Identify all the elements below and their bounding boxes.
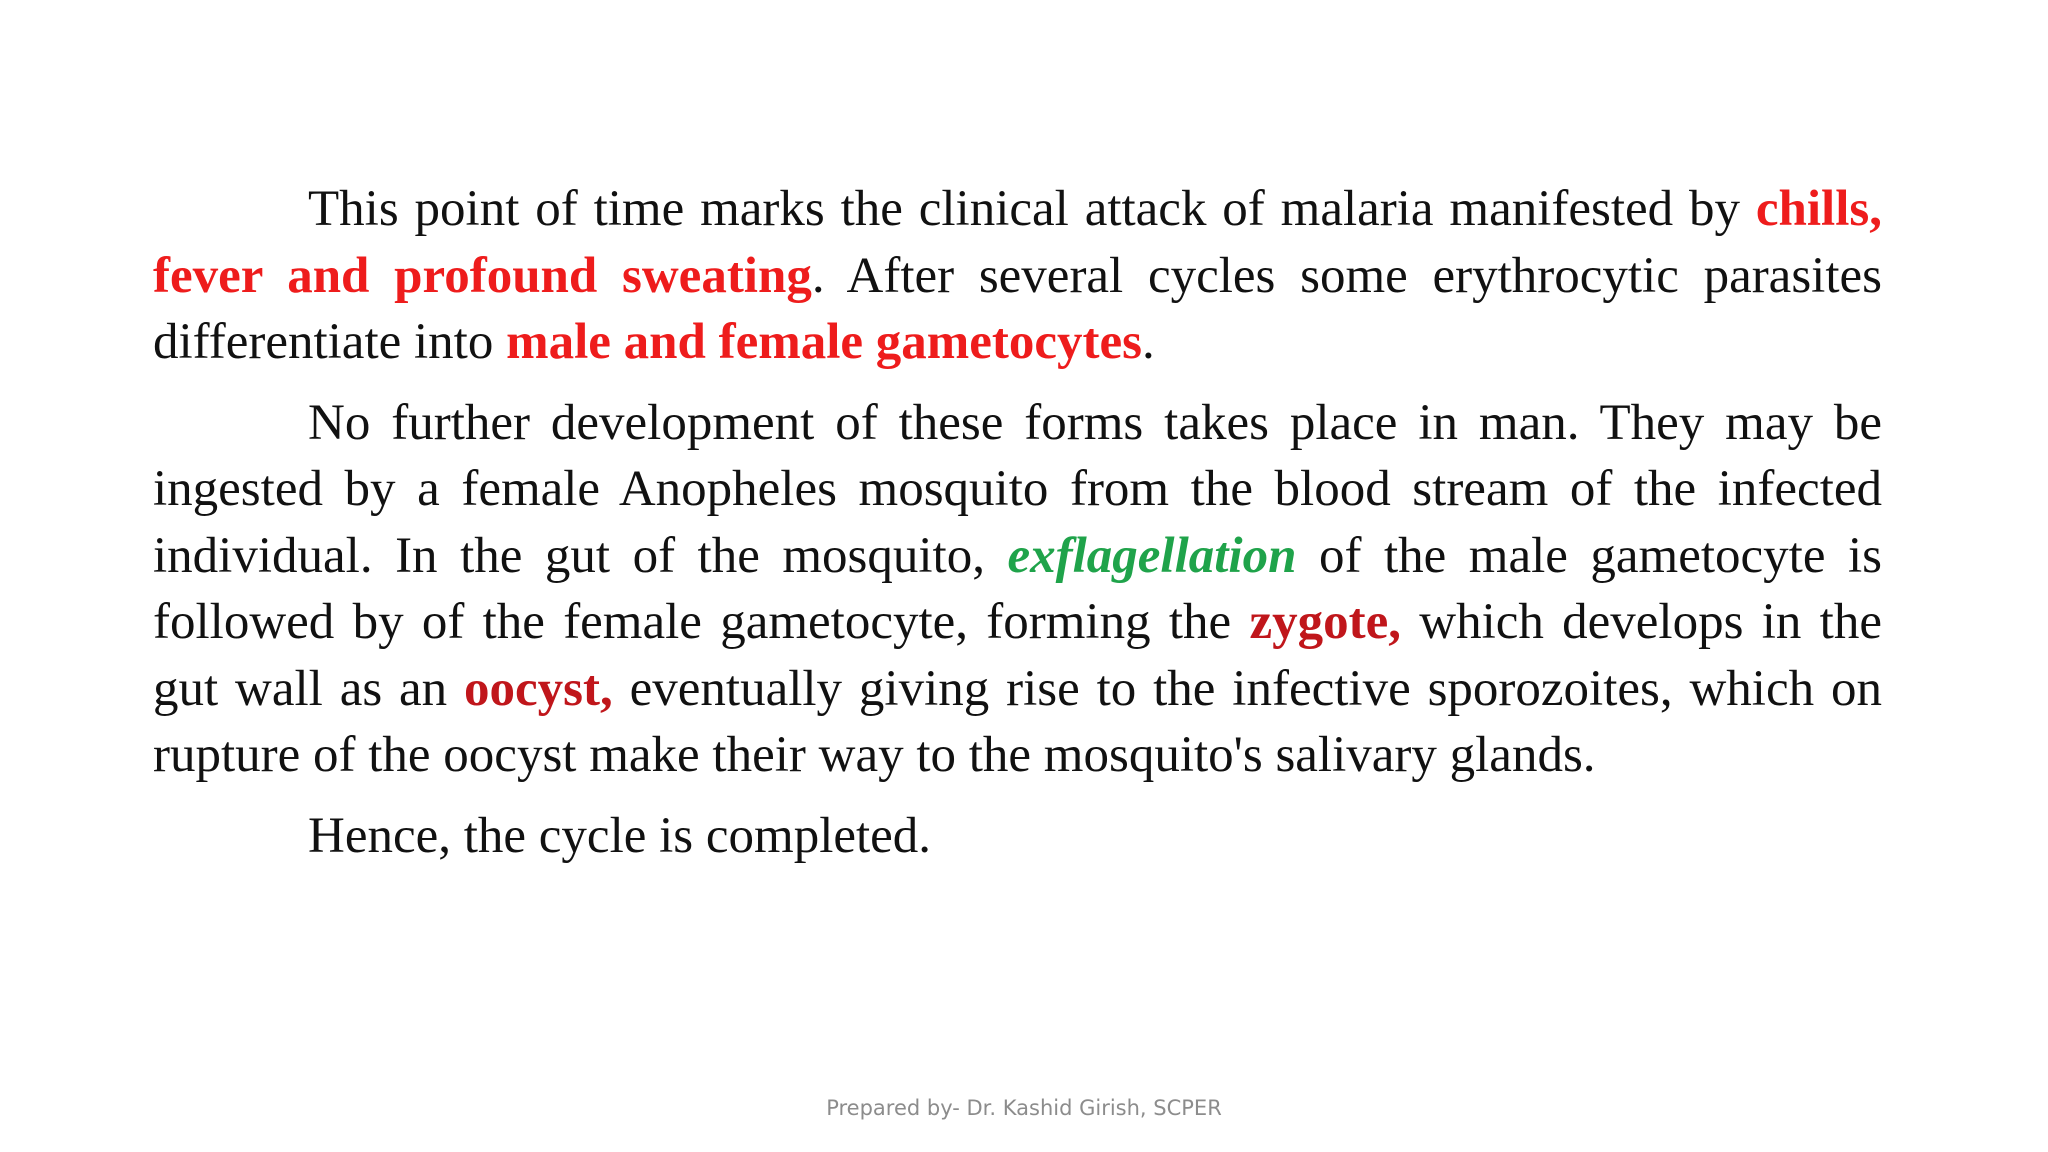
text-segment: .	[1141, 314, 1155, 370]
paragraph-cycle-completed	[153, 803, 1882, 870]
highlight-exflagellation: exflagellation	[1007, 527, 1297, 584]
paragraph-clinical-attack	[153, 176, 1882, 376]
footer-credit: Prepared by- Dr. Kashid Girish, SCPER	[826, 1096, 1222, 1120]
highlight-zygote: zygote,	[1249, 594, 1401, 650]
text-segment: This point of time marks the clinical attack of malaria manifested by	[308, 181, 1756, 237]
text-segment: Hence, the cycle is completed.	[308, 807, 932, 864]
text-segment: No further development of these forms takes place in man. They may be ingested by a female Anopheles mosquito from the blood stream of the infected individual. In the gut of the mosquito,	[153, 394, 1882, 584]
highlight-symptoms: chills, fever and profound sweating	[153, 181, 1882, 304]
paragraph-mosquito-development	[153, 390, 1882, 789]
highlight-gametocytes: male and female gametocytes	[506, 314, 1142, 370]
text-segment: which develops in the gut wall as an	[153, 594, 1882, 717]
text-segment: of the male gametocyte is followed by of the female gametocyte, forming the	[153, 527, 1882, 650]
text-segment: eventually giving rise to the infective sporozoites, which on rupture of the oocyst make their way to the mosquito's salivary glands.	[153, 660, 1882, 783]
slide-body	[153, 176, 1882, 883]
text-segment: . After several cycles some erythrocytic parasites differentiate into	[153, 247, 1882, 370]
highlight-oocyst: oocyst,	[464, 660, 613, 717]
